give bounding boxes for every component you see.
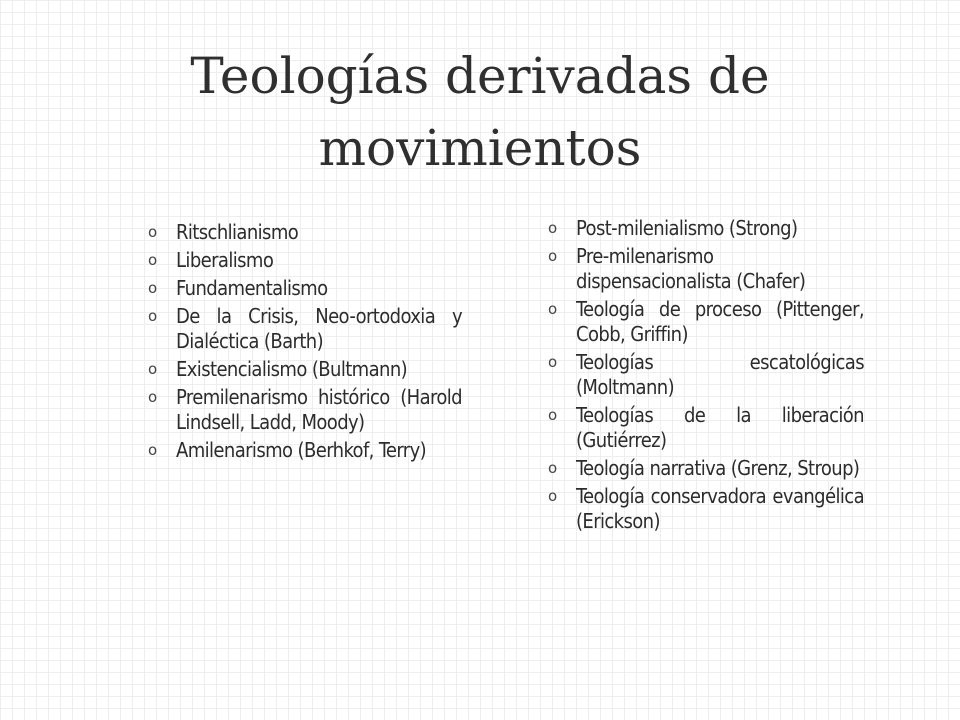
list-item bbox=[148, 276, 462, 301]
list-item bbox=[148, 357, 462, 382]
list-item bbox=[548, 350, 864, 400]
right-bullet-list bbox=[548, 216, 864, 537]
left-bullet-list bbox=[148, 220, 462, 466]
list-item-text: Post-milenialismo (Strong) bbox=[576, 216, 798, 240]
bullet-icon: o bbox=[548, 459, 558, 477]
list-item-text: Ritschlianismo bbox=[176, 220, 299, 244]
list-item-text: Teología de proceso (Pittenger, Cobb, Griffin) bbox=[576, 297, 864, 346]
bullet-icon: o bbox=[548, 300, 558, 318]
slide-title-line-1: Teologías derivadas de bbox=[190, 47, 770, 105]
list-item bbox=[148, 248, 462, 273]
list-item-text: Teologías de la liberación (Gutiérrez) bbox=[576, 403, 864, 452]
bullet-icon: o bbox=[548, 353, 558, 371]
bullet-icon: o bbox=[148, 279, 158, 297]
list-item-text: De la Crisis, Neo-ortodoxia y Dialéctica (Barth) bbox=[176, 304, 462, 353]
bullet-icon: o bbox=[548, 219, 558, 237]
bullet-icon: o bbox=[148, 307, 158, 325]
list-item-text: Premilenarismo histórico (Harold Lindsell, Ladd, Moody) bbox=[176, 385, 462, 434]
bullet-icon: o bbox=[148, 388, 158, 406]
list-item bbox=[548, 403, 864, 453]
list-item bbox=[548, 216, 864, 241]
list-item bbox=[548, 456, 864, 481]
list-item-text: Fundamentalismo bbox=[176, 276, 328, 300]
bullet-icon: o bbox=[548, 247, 558, 265]
list-item bbox=[548, 244, 864, 294]
list-item bbox=[548, 484, 864, 534]
list-item-text: Liberalismo bbox=[176, 248, 274, 272]
list-item-text: Amilenarismo (Berhkof, Terry) bbox=[176, 438, 427, 462]
bullet-icon: o bbox=[148, 223, 158, 241]
list-item bbox=[148, 385, 462, 435]
list-item-text: Teología narrativa (Grenz, Stroup) bbox=[576, 456, 860, 480]
list-item bbox=[548, 297, 864, 347]
list-item bbox=[148, 438, 462, 463]
list-item-text: Teología conservadora evangélica (Erickson) bbox=[576, 484, 864, 533]
list-item-text: Existencialismo (Bultmann) bbox=[176, 357, 408, 381]
bullet-icon: o bbox=[548, 406, 558, 424]
bullet-icon: o bbox=[548, 487, 558, 505]
slide-title bbox=[60, 40, 900, 184]
list-item-text: Pre-milenarismo dispensacionalista (Chafer) bbox=[576, 244, 806, 293]
slide-title-line-2: movimientos bbox=[318, 119, 642, 177]
list-item bbox=[148, 220, 462, 245]
bullet-icon: o bbox=[148, 441, 158, 459]
bullet-icon: o bbox=[148, 360, 158, 378]
list-item-text: Teologías escatológicas (Moltmann) bbox=[576, 350, 864, 399]
list-item bbox=[148, 304, 462, 354]
bullet-icon: o bbox=[148, 251, 158, 269]
